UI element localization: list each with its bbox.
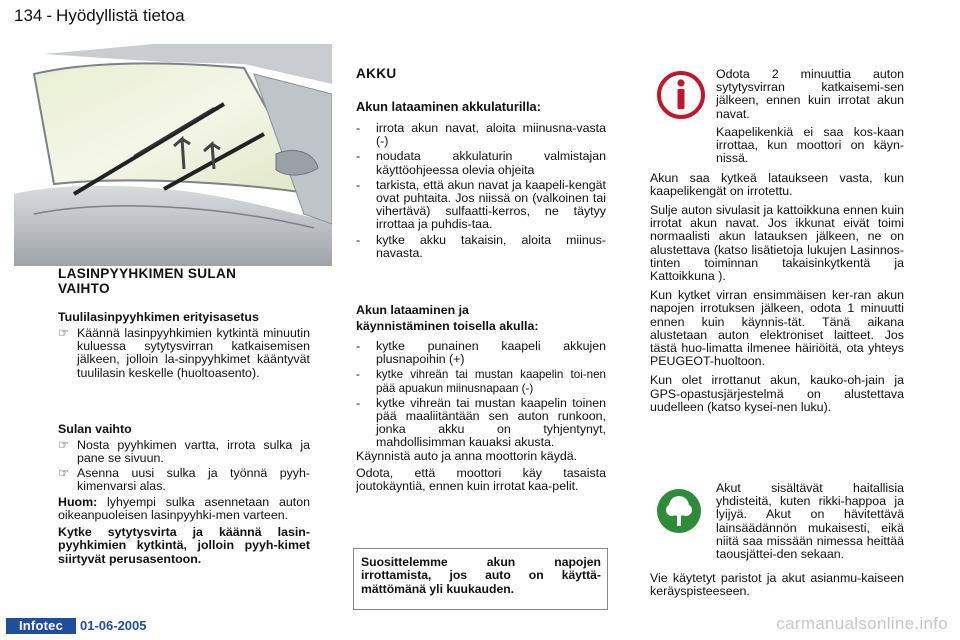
service-position-title: Tuulilasinpyyhkimen erityisasetus bbox=[58, 310, 259, 324]
list-item bbox=[356, 368, 606, 394]
eco-note-top bbox=[716, 482, 904, 561]
subtitle-line-1: Akun lataaminen ja bbox=[356, 303, 469, 318]
wiper-section-heading bbox=[58, 266, 310, 296]
list-item bbox=[356, 122, 606, 148]
start-paragraph: Käynnistä auto ja anna moottorin käydä. bbox=[356, 448, 578, 463]
eco-note-bottom bbox=[650, 572, 904, 602]
list-item bbox=[58, 467, 310, 493]
list-item-text: Nosta pyyhkimen vartta, irrota sulka ja pane se sivuun. bbox=[77, 437, 310, 466]
infotec-logo: Infotec bbox=[6, 618, 76, 634]
pointing-hand-icon: ☞ bbox=[58, 466, 70, 481]
page-title: Hyödyllistä tietoa bbox=[56, 6, 185, 25]
footer-date: 01-06-2005 bbox=[80, 618, 147, 633]
eco-paragraph-start bbox=[716, 482, 904, 561]
idle-paragraph: Odota, että moottori käy tasaista joutokäyntiä, ennen kuin irrotat kaa-pelit. bbox=[356, 465, 606, 494]
list-item-text: kytke vihreän tai mustan kaapelin toinen pää maaliitäntään sen auton runkoon, jonka akku on tyhjentynyt, mahdollisimman kauaksi akusta. bbox=[376, 395, 606, 450]
page-number: 134 bbox=[14, 6, 43, 25]
note-text: lyhyempi sulka asennetaan auton oikeanpuoleisen lasinpyyhki-men varteen. bbox=[58, 494, 310, 522]
watermark: carmanualsonline.info bbox=[776, 614, 948, 633]
battery-section-title: AKKU bbox=[356, 66, 397, 81]
info-note-top bbox=[716, 68, 904, 127]
blade-change-title: Sulan vaihto bbox=[58, 421, 132, 436]
pointing-hand-icon: ☞ bbox=[58, 326, 70, 340]
recycle-paragraph: Vie käytetyt paristot ja akut asianmu-kaiseen keräyspisteeseen. bbox=[650, 571, 904, 599]
tree-icon bbox=[656, 488, 702, 534]
dash-marker: - bbox=[356, 149, 361, 164]
subtitle-line-2: käynnistäminen toisella akulla: bbox=[356, 319, 539, 334]
charge-paragraph: Akun saa kytkeä lataukseen vasta, kun kaapelikengät on irrotettu. bbox=[650, 170, 904, 198]
recommendation-box: Suosittelemme akun napojen irrottamista, jos auto on käyttä-mättömänä yli kuukauden. bbox=[353, 548, 608, 610]
remote-paragraph: Kun olet irrottanut akun, kauko-oh-jain ja GPS-opastusjärjestelmä on alustettava uudelleen (katso kysei-nen luku). bbox=[650, 373, 904, 414]
pointing-hand-icon: ☞ bbox=[58, 437, 70, 452]
heading-line-2: VAIHTO bbox=[58, 281, 110, 296]
list-item bbox=[356, 340, 606, 366]
final-instruction: Kytke sytytysvirta ja käännä lasin-pyyhkimien kytkintä, jolloin pyyh-kimet siirtyvät perusasentoon. bbox=[58, 525, 310, 566]
dash-marker: - bbox=[356, 177, 361, 192]
list-item bbox=[356, 150, 606, 176]
list-item-text: tarkista, että akun navat ja kaapeli-kengät ovat puhtaita. Jos niissä on (valkoinen tai vihertävä) sulfaatti-kerros, ne täytyy irrottaa ja puhdis-taa. bbox=[376, 177, 606, 232]
list-item-text: noudata akkulaturin valmistajan käyttöohjeessa olevia ohjeita bbox=[376, 149, 606, 177]
note-label: Huom: bbox=[58, 494, 98, 509]
first-start-paragraph: Kun kytket virran ensimmäisen ker-ran akun napojen irrotuksen jälkeen, odota 1 minuutti ennen kuin käynnis-tät. Tänä aikana alustetaan auton elektroniset laitteet. Jos tästä huo-limatta ilmenee häiriöitä, ota yhteys PEUGEOT-huoltoon. bbox=[650, 288, 904, 369]
info-paragraph-2: Kaapelikenkiä ei saa kos-kaan irrottaa, kun moottori on käyn-nissä. bbox=[716, 125, 904, 166]
eco-text: Akut sisältävät haitallisia yhdisteitä, kuten rikki-happoa ja lyijyä. Akut on hävitettävä lainsäädännön mukaisesti, eikä niitä saa missään nimessa heittää taousjättei-den sekaan. bbox=[716, 481, 904, 562]
header-separator: - bbox=[46, 6, 53, 25]
dash-marker: - bbox=[356, 339, 361, 354]
service-position-list bbox=[58, 327, 310, 380]
jump-start-subtitle bbox=[356, 302, 606, 334]
list-item bbox=[356, 397, 606, 450]
list-item bbox=[58, 439, 310, 465]
list-item bbox=[356, 234, 606, 260]
dash-marker: - bbox=[356, 121, 361, 135]
left-column bbox=[58, 266, 310, 570]
windows-paragraph: Sulje auton sivulasit ja kattoikkuna ennen kuin irrotat akun navat. Jos ikkunat eivät toimi normaalisti akun latauksen jälkeen, ne on alustettava (katso lisätietoja lukujen Lasinnos-tinten toiminnan takaisinkytkentä ja Kattoikkuna ). bbox=[650, 203, 904, 284]
info-paragraph-1: Odota 2 minuuttia auton sytytysvirran katkaisemi-sen jälkeen, ennen kuin irrotat akun navat. bbox=[716, 67, 904, 121]
page-header bbox=[14, 6, 185, 26]
jump-start-steps-list bbox=[356, 340, 606, 450]
info-icon bbox=[656, 70, 706, 120]
dash-marker: - bbox=[356, 368, 360, 382]
list-item-text: irrota akun navat, aloita miinusna-vasta (-) bbox=[376, 121, 606, 149]
heading-line-1: LASINPYYHKIMEN SULAN bbox=[58, 266, 237, 281]
list-item-text: Asenna uusi sulka ja työnnä pyyh-kimenvarsi alas. bbox=[77, 466, 310, 494]
middle-column bbox=[356, 66, 606, 497]
list-item bbox=[356, 179, 606, 232]
list-item bbox=[58, 327, 310, 380]
list-item-text: kytke vihreän tai mustan kaapelin toi-nen pää apuakun miinusnapaan (-) bbox=[376, 368, 606, 395]
list-item-text: kytke akku takaisin, aloita miinus-navasta. bbox=[376, 232, 606, 260]
list-item-text: kytke punainen kaapeli akkujen plusnapoihin (+) bbox=[376, 339, 606, 367]
blade-change-list bbox=[58, 439, 310, 494]
list-item-text: Käännä lasinpyyhkimien kytkintä minuutin kuluessa sytytysvirran katkaisemisen jälkeen, jolloin la-sinpyyhkimet kääntyvät tuulilasin keskelle (huoltoasento). bbox=[77, 326, 310, 380]
windshield-wiper-illustration bbox=[14, 44, 332, 266]
note-paragraph bbox=[58, 496, 310, 522]
right-column bbox=[650, 126, 904, 418]
dash-marker: - bbox=[356, 395, 361, 410]
charger-steps-list bbox=[356, 122, 606, 260]
dash-marker: - bbox=[356, 232, 361, 247]
charger-subtitle: Akun lataaminen akkulaturilla: bbox=[356, 99, 541, 114]
